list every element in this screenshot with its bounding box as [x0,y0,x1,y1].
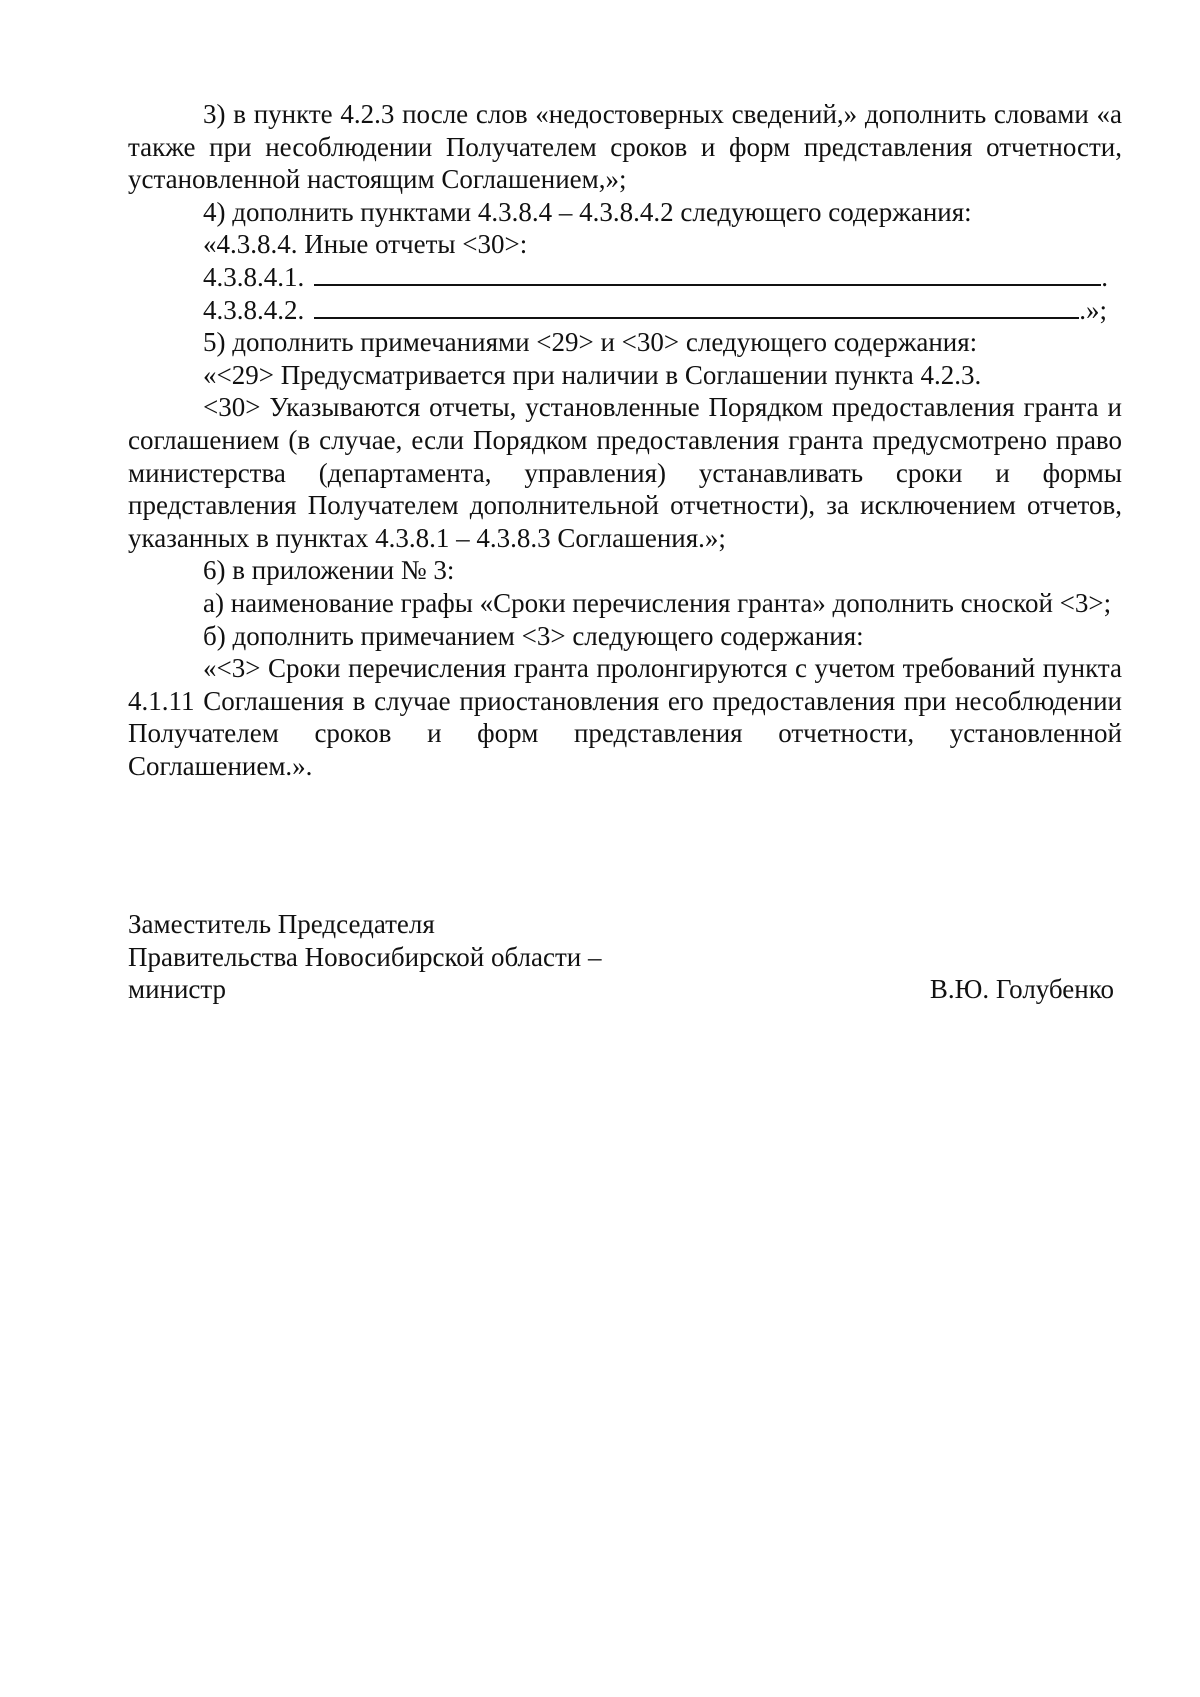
document-body [128,98,1122,782]
item-4-3-8-4-2-label: 4.3.8.4.2. [203,294,305,325]
signature-block [128,908,1122,1006]
paragraph-6b: б) дополнить примечанием <3> следующего содержания: [203,620,864,651]
note-29: «<29> Предусматривается при наличии в Соглашении пункта 4.2.3. [203,359,982,390]
paragraph-6: 6) в приложении № 3: [203,555,455,586]
item-4-3-8-4: «4.3.8.4. Иные отчеты <30>: [203,229,528,260]
paragraph-6a: а) наименование графы «Сроки перечисления гранта» дополнить сноской <3>; [203,587,1112,618]
item-4-3-8-4-2-end: .»; [1079,294,1108,325]
item-4-3-8-4-1 [128,261,1122,294]
signer-title-line-1: Заместитель Председателя [128,909,435,939]
signer-row [128,973,1122,1006]
blank-fill-line [314,262,1101,286]
item-4-3-8-4-1-end: . [1101,261,1108,292]
note-30: <30> Указываются отчеты, установленные Порядком предоставления гранта и соглашением (в случае, если Порядком предоставления гранта предусмотрено право министерства (департамента, управления) устанавливать сроки и формы представления Получателем дополнительной отчетности), за исключением отчетов, указанных в пунктах 4.3.8.1 – 4.3.8.3 Соглашения.»; [128,392,1122,553]
blank-fill-line [314,295,1079,319]
signer-title-line-2: Правительства Новосибирской области – [128,941,602,972]
signer-title-line-3: министр [128,974,227,1005]
note-3: «<3> Сроки перечисления гранта пролонгируются с учетом требований пункта 4.1.11 Соглашения в случае приостановления его предоставления при несоблюдении Получателем сроков и форм представления отчетности, установленной Соглашением.». [128,653,1122,781]
signer-name: В.Ю. Голубенко [929,974,1114,1005]
item-4-3-8-4-1-label: 4.3.8.4.1. [203,261,305,292]
paragraph-3: 3) в пункте 4.2.3 после слов «недостоверных сведений,» дополнить словами «а также при несоблюдении Получателем сроков и форм представления отчетности, установленной настоящим Соглашением,»; [128,99,1122,195]
item-4-3-8-4-2 [128,294,1122,327]
paragraph-4: 4) дополнить пунктами 4.3.8.4 – 4.3.8.4.2 следующего содержания: [203,196,972,227]
paragraph-5: 5) дополнить примечаниями <29> и <30> следующего содержания: [203,327,978,358]
